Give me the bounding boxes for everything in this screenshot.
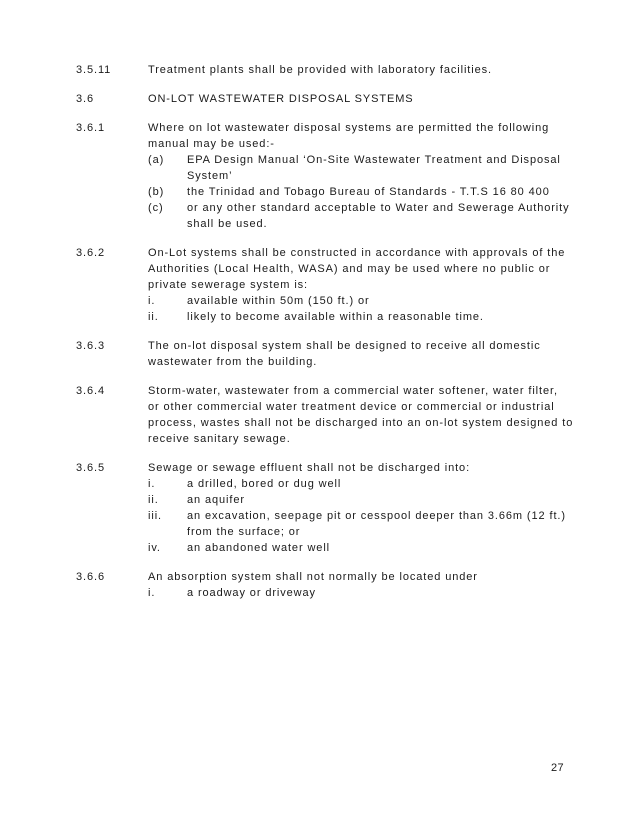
section-number: 3.5.11: [76, 64, 112, 76]
section-number: 3.6: [76, 93, 94, 105]
list-item-line: EPA Design Manual ‘On-Site Wastewater Treatment and Disposal: [187, 154, 561, 166]
list-item-line: shall be used.: [187, 218, 268, 230]
section-number: 3.6.4: [76, 385, 105, 397]
paragraph-line: manual may be used:-: [148, 138, 275, 150]
list-item-line: from the surface; or: [187, 526, 301, 538]
paragraph-line: wastewater from the building.: [148, 356, 318, 368]
list-marker: i.: [148, 478, 156, 490]
list-item-line: a roadway or driveway: [187, 587, 316, 599]
list-marker: ii.: [148, 311, 159, 323]
paragraph-line: Where on lot wastewater disposal systems are permitted the following: [148, 122, 550, 134]
paragraph-line: Treatment plants shall be provided with laboratory facilities.: [148, 64, 492, 76]
paragraph-line: private sewerage system is:: [148, 279, 309, 291]
list-item-line: an excavation, seepage pit or cesspool deeper than 3.66m (12 ft.): [187, 510, 566, 522]
section-number: 3.6.6: [76, 571, 105, 583]
list-item-line: an aquifer: [187, 494, 245, 506]
list-marker: i.: [148, 295, 156, 307]
list-marker: (c): [148, 202, 164, 214]
list-item-line: a drilled, bored or dug well: [187, 478, 342, 490]
paragraph-line: process, wastes shall not be discharged into an on-lot system designed to: [148, 417, 574, 429]
paragraph-line: On-Lot systems shall be constructed in accordance with approvals of the: [148, 247, 566, 259]
paragraph-line: Sewage or sewage effluent shall not be discharged into:: [148, 462, 471, 474]
list-marker: i.: [148, 587, 156, 599]
list-item-line: an abandoned water well: [187, 542, 331, 554]
list-item-line: or any other standard acceptable to Water and Sewerage Authority: [187, 202, 570, 214]
paragraph-line: An absorption system shall not normally be located under: [148, 571, 478, 583]
paragraph-line: receive sanitary sewage.: [148, 433, 291, 445]
list-marker: iv.: [148, 542, 161, 554]
page-number: 27: [551, 762, 565, 774]
paragraph-line: The on-lot disposal system shall be designed to receive all domestic: [148, 340, 541, 352]
paragraph-line: Storm-water, wastewater from a commercial water softener, water filter,: [148, 385, 558, 397]
section-number: 3.6.3: [76, 340, 105, 352]
list-marker: (b): [148, 186, 165, 198]
list-item-line: System’: [187, 170, 233, 182]
section-number: 3.6.5: [76, 462, 105, 474]
paragraph-line: Authorities (Local Health, WASA) and may be used where no public or: [148, 263, 551, 275]
section-number: 3.6.2: [76, 247, 105, 259]
list-marker: iii.: [148, 510, 162, 522]
list-marker: (a): [148, 154, 165, 166]
list-item-line: likely to become available within a reasonable time.: [187, 311, 484, 323]
list-item-line: available within 50m (150 ft.) or: [187, 295, 370, 307]
section-number: 3.6.1: [76, 122, 105, 134]
list-marker: ii.: [148, 494, 159, 506]
list-item-line: the Trinidad and Tobago Bureau of Standards - T.T.S 16 80 400: [187, 186, 550, 198]
paragraph-line: or other commercial water treatment device or commercial or industrial: [148, 401, 555, 413]
section-heading: ON-LOT WASTEWATER DISPOSAL SYSTEMS: [148, 93, 414, 105]
